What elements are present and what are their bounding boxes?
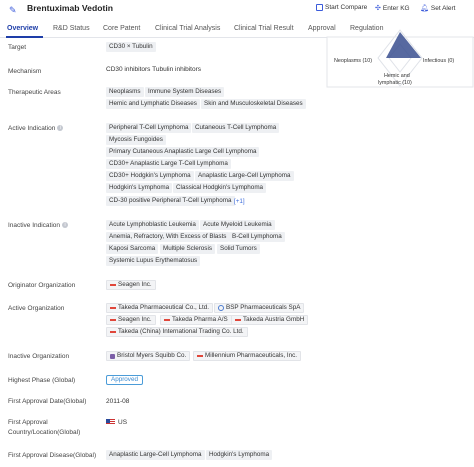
mechanism-value: CD30 inhibitors Tubulin inhibitors bbox=[106, 66, 202, 73]
graph-icon: ✣ bbox=[375, 5, 381, 12]
pill-icon: ✎ bbox=[9, 5, 17, 15]
indication-tag[interactable]: Peripheral T-Cell Lymphoma bbox=[106, 123, 191, 133]
therapeutic-area-tag[interactable]: Hemic and Lymphatic Diseases bbox=[106, 99, 200, 109]
tab-clinical-trial-analysis[interactable]: Clinical Trial Analysis bbox=[155, 25, 221, 32]
indication-tag[interactable]: Anemia, Refractory, With Excess of Blasts bbox=[106, 232, 229, 242]
indication-tag[interactable]: Primary Cutaneous Anaplastic Large Cell Lymphoma bbox=[106, 147, 259, 157]
therapeutic-areas-label: Therapeutic Areas bbox=[8, 89, 61, 96]
page-header bbox=[0, 0, 474, 20]
disease-tag[interactable]: Hodgkin's Lymphoma bbox=[206, 450, 272, 460]
org-logo-icon bbox=[110, 354, 115, 359]
indication-tag[interactable]: Mycosis Fungoides bbox=[106, 135, 166, 145]
show-more-link[interactable]: [+1] bbox=[234, 198, 245, 205]
indication-tag[interactable]: CD30+ Hodgkin's Lymphoma bbox=[106, 171, 194, 181]
target-tag[interactable]: CD30 × Tubulin bbox=[106, 42, 156, 52]
compare-icon bbox=[316, 4, 323, 11]
first-approval-disease-label: First Approval Disease(Global) bbox=[8, 452, 97, 459]
first-approval-country-value: US bbox=[118, 419, 128, 426]
org-chip[interactable] bbox=[106, 351, 190, 361]
org-name: Takeda Pharmaceutical Co., Ltd. bbox=[118, 304, 210, 311]
radar-label-hemic-2: lymphatic (10) bbox=[378, 80, 412, 86]
active-org-label: Active Organization bbox=[8, 305, 65, 312]
tab-clinical-trial-result[interactable]: Clinical Trial Result bbox=[234, 25, 294, 32]
org-name: BSP Pharmaceuticals SpA bbox=[226, 304, 301, 311]
enter-kg-label: Enter KG bbox=[382, 4, 410, 12]
info-icon[interactable]: i bbox=[57, 125, 63, 131]
org-chip[interactable] bbox=[106, 315, 156, 325]
indication-tag[interactable]: Cutaneous T-Cell Lymphoma bbox=[192, 123, 279, 133]
active-indication-label-text: Active Indication bbox=[8, 125, 56, 132]
org-logo-icon bbox=[235, 319, 241, 321]
disease-tag[interactable]: Anaplastic Large-Cell Lymphoma bbox=[106, 450, 205, 460]
org-chip[interactable] bbox=[106, 327, 248, 337]
org-name: Bristol Myers Squibb Co. bbox=[117, 352, 187, 359]
page-title: Brentuximab Vedotin bbox=[27, 3, 113, 13]
enter-kg-button[interactable] bbox=[375, 4, 410, 12]
org-name: Seagen Inc. bbox=[118, 281, 152, 288]
org-chip[interactable] bbox=[106, 303, 213, 313]
indication-tag[interactable]: CD-30 positive Peripheral T-Cell Lymphoma bbox=[106, 196, 235, 206]
therapeutic-area-tag[interactable]: Skin and Musculoskeletal Diseases bbox=[201, 99, 306, 109]
first-approval-country-label-2: Country/Location(Global) bbox=[8, 429, 81, 436]
radar-label-hemic-1: Hemic and bbox=[384, 73, 410, 79]
therapeutic-area-tag[interactable]: Immune System Diseases bbox=[145, 87, 224, 97]
start-compare-label: Start Compare bbox=[325, 4, 368, 11]
indication-tag[interactable]: Anaplastic Large-Cell Lymphoma bbox=[195, 171, 294, 181]
active-indication-label bbox=[8, 125, 63, 132]
highest-phase-label: Highest Phase (Global) bbox=[8, 377, 76, 384]
org-name: Takeda Pharma A/S bbox=[172, 316, 228, 323]
inactive-indication-label bbox=[8, 222, 68, 229]
indication-tag[interactable]: Classical Hodgkin's Lymphoma bbox=[173, 183, 266, 193]
org-logo-icon bbox=[197, 355, 203, 357]
target-label: Target bbox=[8, 44, 27, 51]
info-icon[interactable]: i bbox=[62, 222, 68, 228]
org-chip[interactable] bbox=[214, 303, 304, 313]
inactive-org-label: Inactive Organization bbox=[8, 353, 70, 360]
org-name: Seagen Inc. bbox=[118, 316, 152, 323]
indication-tag[interactable]: B-Cell Lymphoma bbox=[229, 232, 285, 242]
us-flag-icon bbox=[106, 419, 115, 425]
org-name: Takeda Austria GmbH bbox=[243, 316, 305, 323]
org-logo-icon bbox=[164, 319, 170, 321]
org-chip[interactable] bbox=[231, 315, 308, 325]
set-alert-button[interactable] bbox=[420, 4, 455, 12]
indication-tag[interactable]: Solid Tumors bbox=[217, 244, 260, 254]
first-approval-date-value: 2011-08 bbox=[106, 398, 130, 405]
org-name: Takeda (China) International Trading Co. Ltd. bbox=[118, 328, 244, 335]
indication-tag[interactable]: Acute Myeloid Leukemia bbox=[200, 220, 275, 230]
org-logo-icon bbox=[218, 305, 224, 311]
org-logo-icon bbox=[110, 331, 116, 333]
status-badge: Approved bbox=[106, 375, 143, 385]
indication-tag[interactable]: Hodgkin's Lymphoma bbox=[106, 183, 172, 193]
org-chip[interactable] bbox=[106, 280, 156, 290]
org-logo-icon bbox=[110, 307, 116, 309]
set-alert-label: Set Alert bbox=[430, 4, 456, 12]
active-tab-indicator bbox=[6, 36, 43, 38]
originator-org-label: Originator Organization bbox=[8, 282, 76, 289]
radar-label-neoplasms: Neoplasms (10) bbox=[334, 58, 373, 64]
first-approval-country-label-1: First Approval bbox=[8, 419, 48, 426]
inactive-indication-label-text: Inactive Indication bbox=[8, 222, 61, 229]
org-logo-icon bbox=[110, 284, 116, 286]
radar-label-infectious: Infectious (0) bbox=[423, 58, 455, 64]
tab-regulation[interactable]: Regulation bbox=[350, 25, 384, 32]
first-approval-date-label: First Approval Date(Global) bbox=[8, 398, 87, 405]
org-logo-icon bbox=[110, 319, 116, 321]
tab-core-patent[interactable]: Core Patent bbox=[103, 25, 141, 32]
therapeutic-area-tag[interactable]: Neoplasms bbox=[106, 87, 144, 97]
org-chip[interactable] bbox=[193, 351, 301, 361]
indication-tag[interactable]: Acute Lymphoblastic Leukemia bbox=[106, 220, 199, 230]
org-chip[interactable] bbox=[160, 315, 232, 325]
indication-tag[interactable]: CD30+ Anaplastic Large T-Cell Lymphoma bbox=[106, 159, 231, 169]
start-compare-button[interactable] bbox=[316, 4, 367, 11]
tab-approval[interactable]: Approval bbox=[308, 25, 336, 32]
indication-tag[interactable]: Multiple Sclerosis bbox=[160, 244, 215, 254]
therapeutic-area-radar bbox=[326, 20, 474, 88]
mechanism-label: Mechanism bbox=[8, 68, 42, 75]
tab-rd-status[interactable]: R&D Status bbox=[53, 25, 90, 32]
indication-tag[interactable]: Systemic Lupus Erythematosus bbox=[106, 256, 200, 266]
org-name: Millennium Pharmaceuticals, Inc. bbox=[205, 352, 298, 359]
indication-tag[interactable]: Kaposi Sarcoma bbox=[106, 244, 158, 254]
bell-icon: 🔔︎ bbox=[420, 5, 429, 12]
tab-overview[interactable]: Overview bbox=[7, 25, 39, 32]
